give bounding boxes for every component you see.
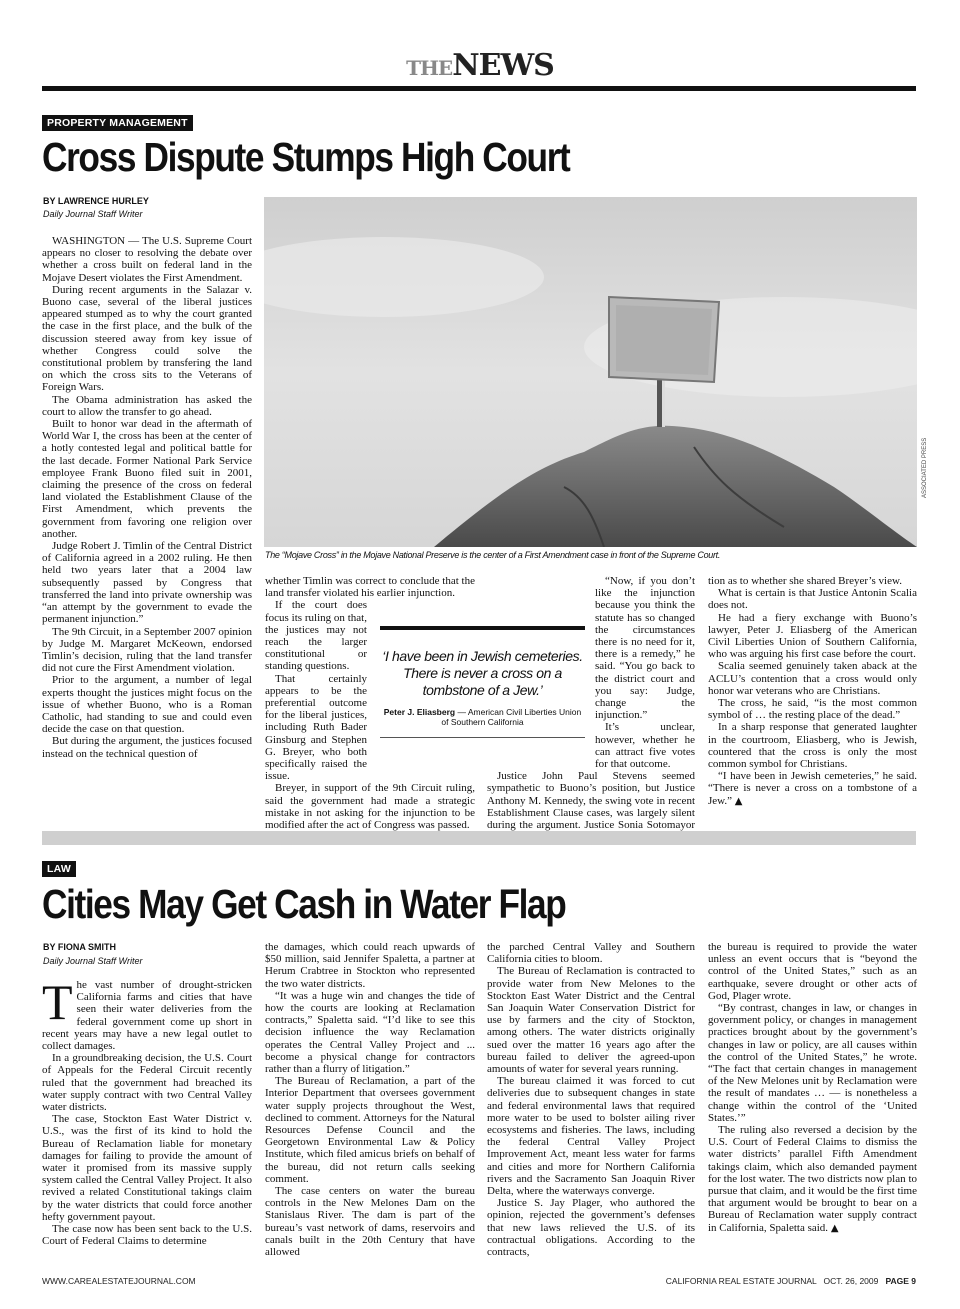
story2-headline: Cities May Get Cash in Water Flap bbox=[42, 881, 566, 927]
paragraph: tion as to whether she shared Breyer’s view. bbox=[708, 575, 902, 587]
end-mark-icon: ▲ bbox=[734, 795, 743, 807]
paragraph: Justice S. Jay Plager, who authored the opinion, rejected the government’s defenses that new laws relieved the U.S. of its contractual obligations. According to the contracts, bbox=[487, 1197, 695, 1259]
paragraph-text: The ruling also reversed a decision by the U.S. Court of Federal Claims to dismiss the water districts’ parallel Fifth Amendment takings claim, which also demanded payment for the lost water. The two districts now plan to pursue that claim, and it would be the first time that argument would be brought to bear on a Bureau of Reclamation water supply contract in California, Spaletta said. bbox=[708, 1124, 917, 1234]
masthead bbox=[0, 48, 960, 83]
paragraph: Scalia seemed genuinely taken aback at the ACLU’s contention that a cross would only honor war veterans who are Christians. bbox=[708, 660, 917, 697]
paragraph: the parched Central Valley and Southern California cities to bloom. bbox=[487, 941, 695, 966]
paragraph: The Bureau of Reclamation is contracted to provide water from New Melones to the Stockton East Water District and the Central San Joaquin Water Conservation District for use by farmers and the city of Stockton, among others. The water districts originally sued over the matter 16 years ago after the bureau failed to deliver the agreed-upon amounts of water for several years running. bbox=[487, 965, 695, 1076]
paragraph: It’s unclear, however, whether he can attract five votes for that outcome. bbox=[595, 721, 695, 771]
footer-page: PAGE 9 bbox=[885, 1276, 916, 1286]
story1-column-1 bbox=[42, 235, 252, 760]
paragraph bbox=[708, 1124, 917, 1235]
photo-illustration bbox=[264, 197, 917, 547]
paragraph: The bureau claimed it was forced to cut deliveries due to subsequent changes in state and federal environmental laws that required more water to be used to bolster ailing river ecosystems and fisheries. The laws, including the federal Central Valley Project Improvement Act, meant less water for farms and cities and more for Northern California rivers and the Sacramento San Joaquin River Delta, where the waterways converge. bbox=[487, 1075, 695, 1198]
pull-quote-title: — American Civil Liberties Union of Southern California bbox=[441, 707, 582, 727]
paragraph: The case, Stockton East Water District v. U.S., was the first of its kind to hold the Bureau of Reclamation liable for monetary damages for failing to provide the amount of water it promised from its massive supply system called the Central Valley Project. It also revived a related Constitutional takings claim by the water districts that could force another hefty government payout. bbox=[42, 1113, 252, 1223]
paragraph: “Now, if you don’t like the injunction because you think the statute has so changed the circumstances there is no need for it, there is a remedy,” he said. “You go back to the district court and you say: Judge, change the injunction.” bbox=[595, 575, 695, 722]
paragraph: The cross, he said, “is the most common symbol of … the resting place of the dead.” bbox=[708, 697, 917, 722]
paragraph-text: “I have been in Jewish cemeteries,” he said. “There is never a cross on a tombstone of a Jew.” bbox=[708, 770, 917, 807]
end-mark-icon: ▲ bbox=[830, 1222, 839, 1234]
paragraph bbox=[708, 770, 917, 808]
paragraph: If the court does focus its ruling on that, the justices may not reach the larger constitutional or standing questions. bbox=[265, 599, 367, 673]
drop-cap: T bbox=[42, 974, 73, 1030]
paragraph: What is certain is that Justice Antonin Scalia does not. bbox=[708, 587, 917, 612]
photo-caption: The “Mojave Cross” in the Mojave National Preserve is the center of a First Amendment case in front of the Supreme Court. bbox=[265, 550, 721, 560]
paragraph: whether Timlin was correct to conclude that the land transfer violated his earlier injunction. bbox=[265, 575, 475, 600]
paragraph: Judge Robert J. Timlin of the Central District of California agreed in a 2002 ruling. He then held two years later that a 2004 law subsequently passed by Congress that transferred the land into private ownership was “an attempt by the government to evade the permanent injunction.” bbox=[42, 540, 252, 626]
story1-byrole: Daily Journal Staff Writer bbox=[43, 209, 143, 219]
paragraph: The case centers on water the bureau controls in the New Melones Dam on the Stanislaus River. The dam is part of the bureau’s vast network of dams, reservoirs and canals built in the 20th Century that have allowed bbox=[265, 1185, 475, 1259]
paragraph: Breyer, in support of the 9th Circuit ruling, said the government had made a strategic mistake in not asking for the injunction to be modified after the act of Congress was passed. bbox=[265, 782, 475, 832]
footer-publication: CALIFORNIA REAL ESTATE JOURNAL bbox=[665, 1276, 817, 1286]
mojave-cross-photo bbox=[264, 197, 917, 547]
paragraph: “By contrast, changes in law, or changes in government policy, or changes in management practices brought about by the government’s changes in law or policy, are all causes within the control of the United States,” he wrote. “The fact that certain changes in management of the New Melones unit by Reclamation were the result of mandates … — is nonetheless a change within the control of the ‘United States.’” bbox=[708, 1002, 917, 1124]
paragraph: The 9th Circuit, in a September 2007 opinion by Judge M. Margaret McKeown, endorsed Timlin’s decision, ruling that the land transfer did not cure the First Amendment violation. bbox=[42, 625, 252, 675]
story1-kicker: PROPERTY MANAGEMENT bbox=[42, 115, 193, 131]
paragraph: In a groundbreaking decision, the U.S. Court of Appeals for the Federal Circuit recently ruled that the government had breached its water supply contract with two Central Valley water districts. bbox=[42, 1052, 252, 1114]
paragraph: In a sharp response that generated laughter in the courtroom, Eliasberg, who is Jewish, countered that the cross is only the most common symbol for Christians. bbox=[708, 721, 917, 771]
masthead-news: NEWS bbox=[452, 48, 554, 83]
story2-column-2 bbox=[265, 941, 475, 1258]
paragraph: That certainly appears to be the preferential outcome for the liberal justices, including Ruth Bader Ginsburg and Stephen G. Breyer, who both specifically raised the issue. bbox=[265, 672, 367, 783]
paragraph: Prior to the argument, a number of legal experts thought the justices might focus on the issue of whether Buono, who is a Roman Catholic, had standing to sue and could even decide the case on that question. bbox=[42, 674, 252, 736]
footer-info bbox=[666, 1276, 916, 1286]
story2-column-3 bbox=[487, 941, 695, 1258]
lead-paragraph bbox=[42, 974, 252, 1053]
paragraph: But during the argument, the justices focused instead on the technical question of bbox=[42, 735, 252, 760]
footer-url: WWW.CAREALESTATEJOURNAL.COM bbox=[42, 1276, 196, 1286]
paragraph: Built to honor war dead in the aftermath of World War I, the cross has been at the center of a hotly contested legal and political battle for the last decade. Former National Park Service employee Frank Buono filed suit in 2001, claiming the presence of the cross on federal land violated the Establishment Clause of the First Amendment, which prevents the government from favoring one religion over another. bbox=[42, 418, 252, 540]
paragraph: The Bureau of Reclamation, a part of the Interior Department that oversees government water supply projects throughout the West, declined to comment. Attorneys for the Natural Resources Defense Council and the Georgetown Environmental Law & Policy Institute, which filed amicus briefs on behalf of the bureau, did not return calls seeking comment. bbox=[265, 1075, 475, 1185]
top-rule bbox=[42, 86, 916, 91]
story1-headline: Cross Dispute Stumps High Court bbox=[42, 134, 570, 180]
paragraph: During recent arguments in the Salazar v. Buono case, several of the liberal justices appeared stumped as to why the court granted the case in the first place, and the bulk of the discussion steered away from key issue of whether Congress could solve the constitutional problem by transfering the land on which the cross sits to the Veterans of Foreign Wars. bbox=[42, 283, 252, 394]
story1-byline: BY LAWRENCE HURLEY bbox=[43, 196, 149, 206]
story2-column-1 bbox=[42, 974, 252, 1248]
story2-byline: BY FIONA SMITH bbox=[43, 942, 117, 952]
story1-column-4 bbox=[708, 575, 917, 808]
story1-column-3 bbox=[487, 575, 695, 843]
paragraph: the bureau is required to provide the water unless an event occurs that is “beyond the control of the United States,” such as an earthquake, severe drought or other acts of God, Plager wrote. bbox=[708, 941, 917, 1002]
story2-kicker: LAW bbox=[42, 861, 76, 877]
pull-quote-name: Peter J. Eliasberg bbox=[383, 707, 456, 717]
paragraph: “It was a huge win and changes the tide of how the courts are looking at Reclamation contracts,” Spaletta said. “I’d like to see this decision influence the way Reclamation operates the Central Valley Project and ... become a physical change for contractors rather than a flurry of litigation.” bbox=[265, 989, 475, 1076]
story2-column-4 bbox=[708, 941, 917, 1235]
paragraph: Justice John Paul Stevens seemed sympathetic to Buono’s position, but Justice Anthony M. Kennedy, the swing vote in recent Establishment Clause cases, was largely silent during the argument. Justice Sonia Sotomayor bbox=[487, 770, 695, 832]
lead-paragraph-text: he vast number of drought-stricken California farms and cities that have seen their water deliveries from the federal government come up short in recent years may have a new legal outlet to collect damages. bbox=[42, 979, 252, 1053]
paragraph: the damages, which could reach upwards of $50 million, said Jennifer Spaletta, a partner at Herum Crabtree in Stockton who represented the two water districts. bbox=[265, 941, 475, 990]
paragraph: The Obama administration has asked the court to allow the transfer to go ahead. bbox=[42, 393, 252, 418]
paragraph: WASHINGTON — The U.S. Supreme Court appears no closer to resolving the debate over whether a cross built on federal land in the Mojave Desert violates the First Amendment. bbox=[42, 235, 252, 284]
paragraph: He had a fiery exchange with Buono’s lawyer, Peter J. Eliasberg of the American Civil Liberties Union of Southern California, who was arguing his first case before the court. bbox=[708, 611, 917, 661]
footer-date: OCT. 26, 2009 bbox=[823, 1276, 879, 1286]
masthead-the: THE bbox=[406, 56, 453, 80]
story2-byrole: Daily Journal Staff Writer bbox=[43, 956, 143, 966]
pull-quote-text: ‘I have been in Jewish cemeteries. There is never a cross on a tombstone of a Jew.’ bbox=[382, 648, 583, 698]
section-divider bbox=[42, 831, 916, 845]
paragraph: The case now has been sent back to the U.S. Court of Federal Claims to determine bbox=[42, 1223, 252, 1248]
photo-credit: ASSOCIATED PRESS bbox=[922, 437, 928, 498]
